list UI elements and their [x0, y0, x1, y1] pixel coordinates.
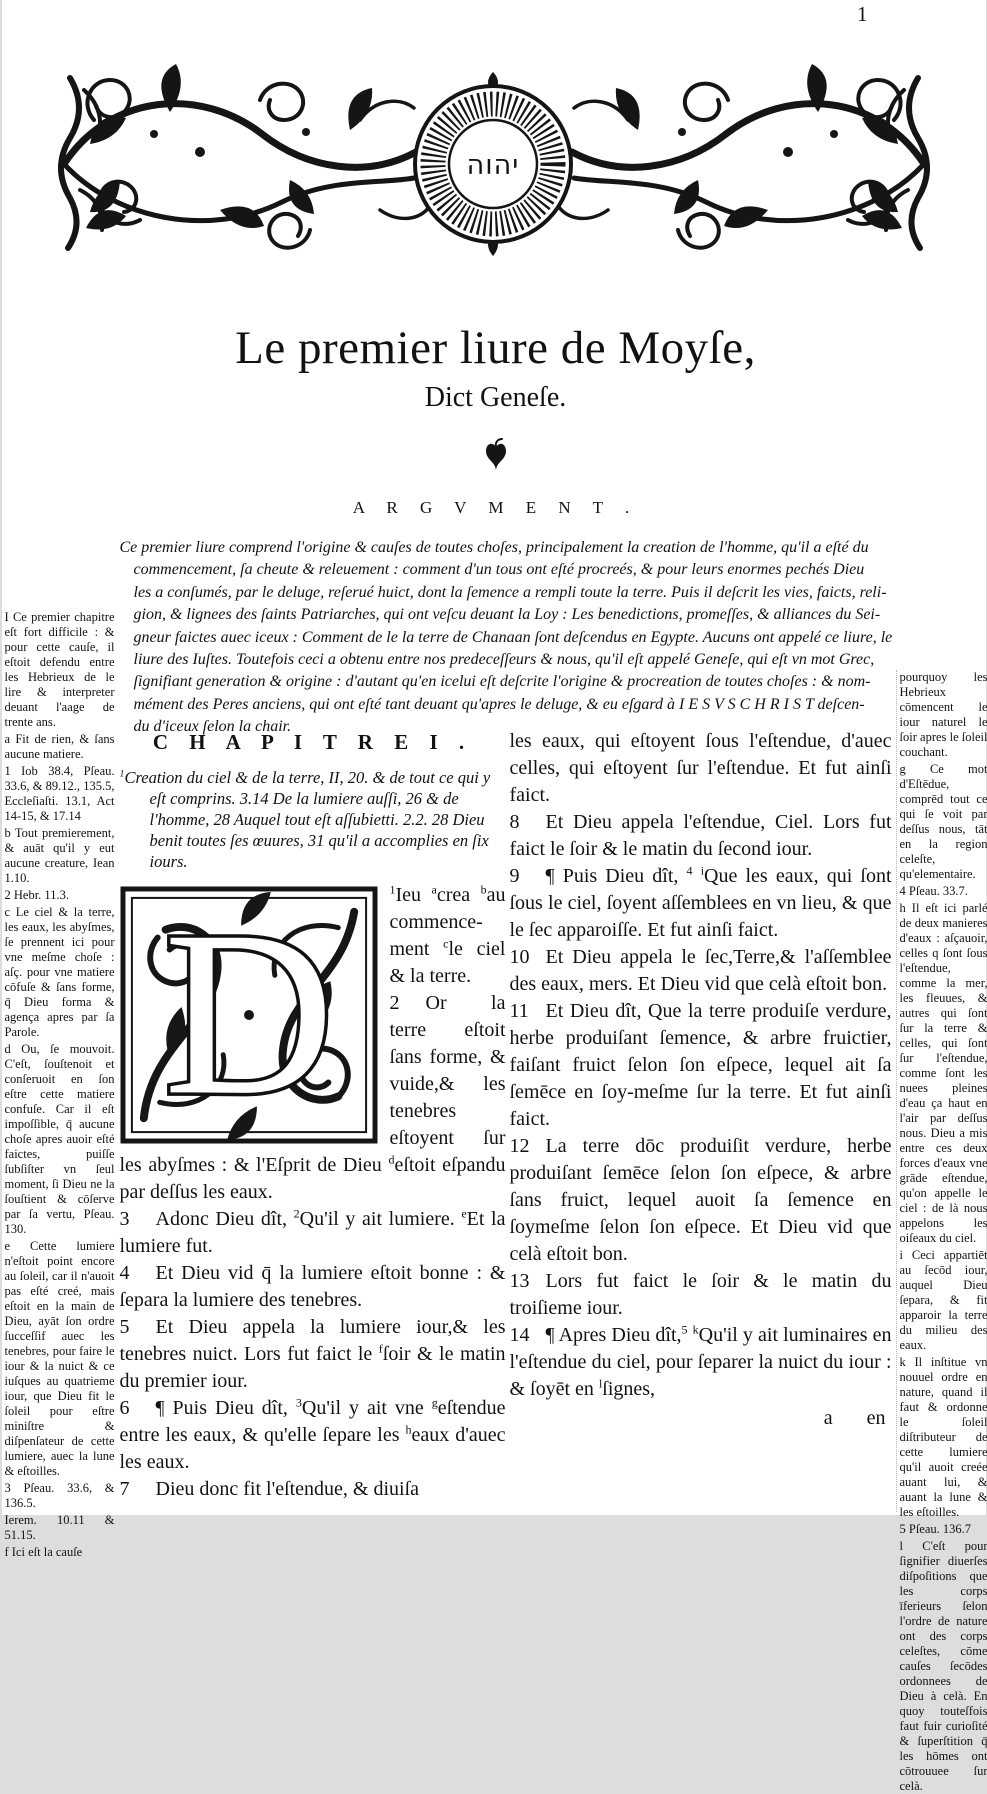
- margin-note: 2 Hebr. 11.3.: [5, 888, 115, 903]
- verse-number: 5: [120, 1314, 156, 1341]
- argument-heading: A R G V M E N T .: [100, 498, 892, 518]
- verse-number: 12: [510, 1133, 546, 1160]
- verse: 3 Adonc Dieu dît, $^2$Qu'il y ait lumiere. $^e$Et la lumiere fut.: [120, 1206, 506, 1260]
- margin-notes-right: [896, 670, 987, 1512]
- note-mark: c: [443, 936, 448, 950]
- chapter-heading: C H A P I T R E I .: [120, 730, 506, 755]
- verse-number: 4: [120, 1260, 156, 1287]
- note-mark: g: [432, 1395, 438, 1409]
- argument-line: Ce premier liure comprend l'origine & cauſes de toutes choſes, principalement la creation de l'homme, qu'il a eſté du: [120, 537, 892, 559]
- margin-note: c Le ciel & la terre, les eaux, les abyſmes, ſe prennent ici pour vne meſme choſe : aſç. pour vne matiere cōfuſe & ſans forme, q̄ Dieu forma & agença apres par ſa Parole.: [5, 905, 115, 1040]
- margin-note: I Ce premier chapitre eſt fort difficile : & pour cette cauſe, il eſtoit defendu entre les Hebrieux de le lire & interpreter deuant l'aage de trente ans.: [5, 610, 115, 730]
- argument-line: gneur faictes auec iceux : Comment de le la terre de Chanaan ſont deſcendus en Egypte. Aucuns ont appelé ce liure, le: [120, 627, 892, 649]
- verse: 12 La terre dōc produiſit verdure, herbe produiſant ſemēce ſelon ſon eſpece, & arbre ſans fruict, lequel auoit ſa ſemence en ſoymeſme ſelon ſon eſpece. Et Dieu vid que celà eſtoit bon.: [510, 1133, 892, 1268]
- note-mark: 1: [390, 882, 396, 896]
- margin-note: 5 Pſeau. 136.7: [900, 1522, 987, 1537]
- verse-number: 11: [510, 998, 546, 1025]
- dropcap-initial-d: [120, 886, 378, 1144]
- chapter-summary: $^1$Creation du ciel & de la terre, II, 20. & de tout ce qui y eſt comprins. 3.14 De la lumiere auſſi, 26 & de l'homme, 28 Auquel tout eſt aſſubietti. 2.2. 28 Dieu benit toutes ſes œuures, 31 qu'il a accomplies en ſix iours.: [120, 767, 506, 872]
- verse-column-left: [120, 728, 506, 1515]
- argument-line: commencement, ſa cheute & releuement : comment d'un tous ont eſté procreés, & pour leurs enormes pechés Dieu: [120, 559, 892, 581]
- verse: 2 Or la terre eſtoit ſans forme, & vuide,& les tenebres eſtoyent ſur les abyſmes : & l'Eſprit de Dieu $^d$eſtoit eſpandu par deſſus les eaux.: [120, 990, 506, 1206]
- verse: $^1$Ieu $^a$crea $^b$au commence-ment $^c$le ciel & la terre.: [120, 882, 506, 990]
- margin-note: i Ceci appartiēt au ſecōd iour, auquel Dieu ſepara, & fit apparoir la terre du milieu des eaux.: [900, 1248, 987, 1353]
- margin-note: b Tout premierement, & auāt qu'il y eut aucune creature, Iean 1.10.: [5, 826, 115, 886]
- argument-line: du d'iceux ſelon la chair.: [120, 716, 892, 738]
- verse-number: 13: [510, 1268, 546, 1295]
- note-mark: l: [599, 1376, 602, 1390]
- verse-number: 9: [510, 863, 546, 890]
- signature-mark: a: [824, 1407, 833, 1429]
- verse: 7 Dieu donc fit l'eſtendue, & diuiſa: [120, 1476, 506, 1503]
- note-mark: b: [481, 882, 487, 896]
- verse: 8 Et Dieu appela l'eſtendue, Ciel. Lors fut faict le ſoir & le matin du ſecond iour.: [510, 809, 892, 863]
- note-mark: 5: [682, 1322, 688, 1336]
- margin-notes-left: [5, 610, 115, 1510]
- book-subtitle: Dict Geneſe.: [100, 382, 892, 414]
- verse-number: 10: [510, 944, 546, 971]
- argument-line: liure des Iuſtes. Toutefois ceci a obtenu entre nos predeceſſeurs & nous, qu'il eſt appelé Geneſe, qui eſt vn mot Grec,: [120, 649, 892, 671]
- margin-note: g Ce mot d'Eſtēdue, comprēd tout ce qui ſe voit par deſſus nous, tāt en la region celeſte, qu'elementaire.: [900, 762, 987, 882]
- argument-text: [120, 537, 892, 739]
- verse-number: 2: [390, 990, 426, 1017]
- margin-note: d Ou, ſe mouvoit. C'eſt, ſouſtenoit et conſeruoit en ſon eſtre cette matiere confuſe. Car il eſt impoſſible, q̄ aucune choſe apres auoir eſté faictes, puiſſe ſubſiſter vn ſeul moment, ſi Dieu ne la ſouſtient & cōſerve par ſa vertu, Pſeau. 130.: [5, 1042, 115, 1237]
- verse: 10 Et Dieu appela le ſec,Terre,& l'aſſemblee des eaux, mers. Et Dieu vid que celà eſtoit bon.: [510, 944, 892, 998]
- margin-note: f Ici eſt la cauſe: [5, 1545, 115, 1560]
- margin-note: e Cette lumiere n'eſtoit point encore au ſoleil, car il n'auoit pas eſté creé, mais eſtoit en la main de Dieu, ayāt ſon ordre ſucceſſif auec les tenebres, pour faire le iour & la nuict & ce iuſques au quatrieme iour, que Dieu fit le ſoleil pour eſtre miniſtre & diſpenſateur de cette lumiere, auec la lune & eſtoilles.: [5, 1239, 115, 1479]
- verse: les eaux, qui eſtoyent ſous l'eſtendue, d'auec celles, qui eſtoyent ſur l'eſtendue. Et fut ainſi faict.: [510, 728, 892, 809]
- tetragrammaton-text: יהוה: [466, 150, 519, 181]
- note-mark: f: [379, 1341, 383, 1355]
- headpiece-ornament: [50, 60, 938, 268]
- argument-line: ſignifiant generation & origine : d'autant qu'en icelui eſt deſcrite l'origine & procreation de toutes choſes : & nom-: [120, 671, 892, 693]
- margin-note: l C'eſt pour ſignifier diuerſes diſpoſitions que les corps īferieurs ſelon l'ordre de nature ont des corps celeſtes, cōme cauſes ſecōdes ordonnees de Dieu à celà. En quoy touteſfois faut fuir curioſité & ſuperſtition q̄ les hōmes ont cōtrouuee ſur celà.: [900, 1539, 987, 1794]
- margin-note: 3 Pſeau. 33.6, & 136.5.: [5, 1481, 115, 1511]
- title-block: [100, 322, 892, 518]
- note-mark: i: [701, 863, 704, 877]
- argument-line: les a conſumés, par le deluge, reſerué huict, dont la ſemence a rempli toute la terre. Puis il deſcrit les vies, faicts, reli-: [120, 582, 892, 604]
- verse-column-right: [510, 728, 892, 1515]
- verse-number: 14: [510, 1322, 546, 1349]
- note-mark: a: [432, 882, 437, 896]
- verse: 9 ¶ Puis Dieu dît, $^4$ $^i$Que les eaux, qui ſont ſous le ciel, ſoyent aſſemblees en vn lieu, & que le ſec apparoiſſe. Et fut ainſi faict.: [510, 863, 892, 944]
- margin-note: k Il inſtitue vn nouuel ordre en nature, quand il faut & ordonne le ſoleil diſtributeur de cette lumiere qu'il auoit creée auant lui, & auant la lune & les eſtoilles.: [900, 1355, 987, 1520]
- margin-note: 1 Iob 38.4, Pſeau. 33.6, & 89.12., 135.5, Eccleſiaſti. 13.1, Act 14-15, & 17.14: [5, 764, 115, 824]
- verse: 11 Et Dieu dît, Que la terre produiſe verdure, herbe produiſant ſemence, & arbre fruictier, faiſant fruict ſelon ſon eſpece, lequel ait ſa ſemēce en ſoy-meſme ſur la terre. Et fut ainſi faict.: [510, 998, 892, 1133]
- note-mark: k: [693, 1322, 699, 1336]
- note-mark: 3: [296, 1395, 302, 1409]
- catchword-text: en: [867, 1407, 886, 1429]
- margin-note: Ierem. 10.11 & 51.15.: [5, 1513, 115, 1543]
- argument-line: gion, & lignees des ſaints Patriarches, qui ont veſcu deuant la Loy : Les benedictions, promeſſes, & alliances du Sei-: [120, 604, 892, 626]
- catchword: [510, 1407, 892, 1430]
- verse: 6 ¶ Puis Dieu dît, $^3$Qu'il y ait vne $^g$eſtendue entre les eaux, & qu'elle ſepare les $^h$eaux d'auec les eaux.: [120, 1395, 506, 1476]
- fleuron-icon: [100, 438, 892, 472]
- note-mark: 1: [120, 769, 125, 780]
- verse-number: 8: [510, 809, 546, 836]
- note-mark: 4: [687, 863, 693, 877]
- verse: 13 Lors fut faict le ſoir & le matin du troiſieme iour.: [510, 1268, 892, 1322]
- margin-note: pourquoy les Hebrieux cōmencent le iour naturel le ſoir apres le ſoleil couchant.: [900, 670, 987, 760]
- margin-note: h Il eſt ici parlé de deux manieres d'eaux : aſçauoir, celles q ſont ſous l'eſtendue, comme la mer, les fleuues, & autres qui ſont ſur la terre & celles, qui ſont ſur l'eſtendue, comme ſont les nuees pleines d'eau ça haut en l'air par deſſus nous. Dieu a mis entre ces deux forces d'eaux vne grāde eſtendue, qu'on appelle le ciel : de là nous appelons les oiſeaux du ciel.: [900, 901, 987, 1246]
- margin-note: a Fit de rien, & ſans aucune matiere.: [5, 732, 115, 762]
- book-title: Le premier liure de Moyſe,: [100, 322, 892, 374]
- verse: 14 ¶ Apres Dieu dît,$^5$ $^k$Qu'il y ait luminaires en l'eſtendue du ciel, pour ſeparer la nuict du iour : & ſoyēt en $^l$ſignes,: [510, 1322, 892, 1403]
- verse-number: 3: [120, 1206, 156, 1233]
- verse-number: 7: [120, 1476, 156, 1503]
- svg-text:D: D: [163, 883, 334, 1144]
- verse-number: 6: [120, 1395, 156, 1422]
- page-number: 1: [857, 2, 868, 27]
- verses-right: [510, 728, 892, 1403]
- verse: 4 Et Dieu vid q̄ la lumiere eſtoit bonne : & ſepara la lumiere des tenebres.: [120, 1260, 506, 1314]
- margin-note: 4 Pſeau. 33.7.: [900, 884, 987, 899]
- verse: 5 Et Dieu appela la lumiere iour,& les tenebres nuict. Lors fut faict le $^f$ſoir & le matin du premier iour.: [120, 1314, 506, 1395]
- note-mark: h: [406, 1422, 412, 1436]
- note-mark: 2: [294, 1206, 300, 1220]
- headpiece-woodcut-svg: [50, 60, 938, 268]
- tetragrammaton-medallion: [415, 72, 571, 256]
- note-mark: e: [461, 1206, 466, 1220]
- book-page: [2, 0, 986, 1515]
- note-mark: d: [388, 1152, 394, 1166]
- argument-line: mément des Peres anciens, qui ont eſté tant deuant qu'apres le deluge, & eu eſgard à I E S V S C H R I S T deſcen-: [120, 694, 892, 716]
